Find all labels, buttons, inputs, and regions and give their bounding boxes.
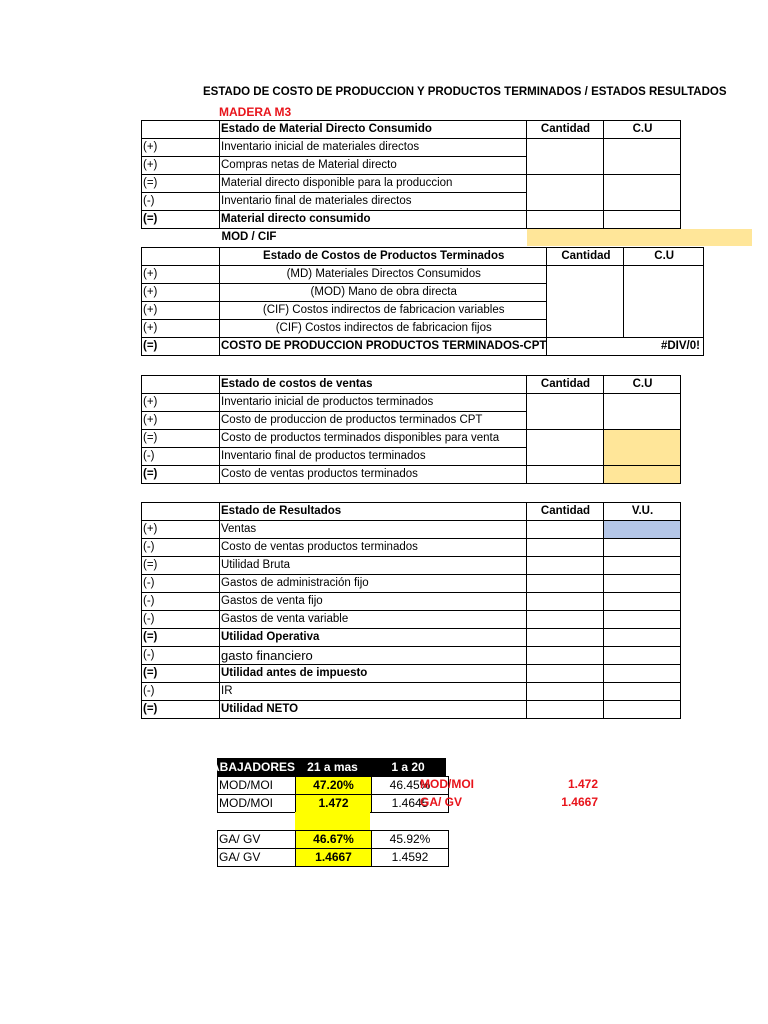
sign-cell[interactable]: (-)	[142, 593, 220, 611]
table-row	[142, 412, 681, 430]
sign-cell[interactable]: (-)	[142, 539, 220, 557]
cell[interactable]	[527, 629, 604, 647]
trabajadores-header	[194, 758, 446, 776]
cell[interactable]	[604, 665, 681, 683]
table-row	[142, 229, 681, 247]
table-row	[142, 593, 681, 611]
table-row	[142, 193, 681, 211]
sign-cell[interactable]: (+)	[142, 266, 220, 284]
col-header-cantidad[interactable]: Cantidad	[527, 503, 604, 521]
sign-cell[interactable]: (-)	[142, 448, 220, 466]
cell[interactable]	[527, 193, 604, 211]
cell[interactable]	[527, 211, 604, 229]
desc-cell[interactable]: Inventario final de productos terminados	[220, 448, 527, 466]
side-label-mod-moi[interactable]: MOD/MOI	[420, 777, 474, 791]
cell[interactable]	[604, 557, 681, 575]
side-label-ga-gv[interactable]: GA/ GV	[420, 795, 463, 809]
sign-cell[interactable]: (-)	[142, 683, 220, 701]
highlight-cell[interactable]	[604, 448, 681, 466]
header-21-a-mas[interactable]: 21 a mas	[307, 760, 358, 774]
sign-cell[interactable]: (+)	[142, 521, 220, 539]
cell[interactable]	[604, 629, 681, 647]
cell[interactable]	[527, 394, 604, 412]
label-cell[interactable]: MOD/MOI	[218, 777, 296, 795]
table-row	[142, 611, 681, 629]
col-header-cantidad[interactable]: Cantidad	[547, 248, 624, 266]
desc-cell[interactable]: gasto financiero	[220, 647, 527, 665]
desc-cell[interactable]: Costo de ventas productos terminados	[220, 539, 527, 557]
table-row	[142, 157, 681, 175]
cell[interactable]	[604, 139, 681, 157]
value-cell-highlight[interactable]: 1.472	[296, 795, 372, 813]
cell[interactable]	[527, 521, 604, 539]
desc-cell[interactable]: COSTO DE PRODUCCION PRODUCTOS TERMINADOS-CPT	[220, 338, 547, 356]
cell[interactable]	[142, 248, 220, 266]
cell[interactable]	[527, 466, 604, 484]
table-material-directo	[141, 120, 681, 246]
table-row	[218, 831, 449, 849]
section-header[interactable]: Estado de Resultados	[220, 503, 527, 521]
cell[interactable]	[624, 266, 704, 284]
sign-cell[interactable]: (=)	[142, 665, 220, 683]
col-header-cu[interactable]: C.U	[604, 121, 681, 139]
sign-cell[interactable]: (=)	[142, 211, 220, 229]
side-value-ga-gv[interactable]: 1.4667	[561, 795, 598, 809]
col-header-vu[interactable]: V.U.	[604, 503, 681, 521]
desc-cell[interactable]: IR	[220, 683, 527, 701]
cell[interactable]	[604, 647, 681, 665]
cell[interactable]	[547, 284, 624, 302]
page-title: ESTADO DE COSTO DE PRODUCCION Y PRODUCTOS TERMINADOS / ESTADOS RESULTADOS	[203, 86, 727, 98]
label-cell[interactable]: MOD/MOI	[218, 795, 296, 813]
value-cell-highlight[interactable]: 1.4667	[296, 849, 372, 867]
table-trabajadores	[217, 776, 449, 813]
desc-cell[interactable]: Inventario inicial de productos terminados	[220, 394, 527, 412]
desc-cell[interactable]: Inventario final de materiales directos	[220, 193, 527, 211]
label-cell[interactable]: GA/ GV	[218, 831, 296, 849]
desc-cell[interactable]: Compras netas de Material directo	[220, 157, 527, 175]
cell[interactable]	[604, 175, 681, 193]
desc-cell[interactable]: Utilidad Bruta	[220, 557, 527, 575]
highlight-cell	[677, 229, 752, 246]
col-header-cantidad[interactable]: Cantidad	[527, 376, 604, 394]
desc-cell[interactable]: Utilidad antes de impuesto	[220, 665, 527, 683]
table-row	[218, 849, 449, 867]
cell[interactable]	[604, 157, 681, 175]
sign-cell[interactable]: (-)	[142, 647, 220, 665]
table-header-row	[142, 503, 681, 521]
table-row	[142, 394, 681, 412]
cell[interactable]	[527, 139, 604, 157]
desc-cell[interactable]: Costo de productos terminados disponibles para venta	[220, 430, 527, 448]
highlight-cell	[295, 812, 370, 830]
table-estado-resultados	[141, 502, 681, 719]
table-row-total	[142, 466, 681, 484]
cell[interactable]	[624, 320, 704, 338]
sign-cell[interactable]: (+)	[142, 394, 220, 412]
table-row	[142, 539, 681, 557]
sign-cell[interactable]: (+)	[142, 157, 220, 175]
desc-cell[interactable]: Material directo disponible para la produccion	[220, 175, 527, 193]
value-cell[interactable]: 1.4592	[372, 849, 449, 867]
table-row	[218, 777, 449, 795]
sign-cell[interactable]: (+)	[142, 412, 220, 430]
cell[interactable]	[604, 701, 681, 719]
value-cell-highlight[interactable]: 46.67%	[296, 831, 372, 849]
section-header[interactable]: Estado de costos de ventas	[220, 376, 527, 394]
sign-cell[interactable]: (=)	[142, 338, 220, 356]
table-row	[142, 521, 681, 539]
desc-cell[interactable]: Gastos de venta variable	[220, 611, 527, 629]
table-header-row	[142, 376, 681, 394]
cell[interactable]	[527, 701, 604, 719]
side-value-mod-moi[interactable]: 1.472	[567, 777, 598, 791]
highlight-cell[interactable]	[527, 229, 604, 247]
cell[interactable]	[527, 647, 604, 665]
subtitle: MADERA M3	[219, 105, 292, 119]
col-header-cu[interactable]: C.U	[604, 376, 681, 394]
sign-cell[interactable]: (=)	[142, 175, 220, 193]
desc-cell[interactable]: Gastos de administración fijo	[220, 575, 527, 593]
header-1-a-20[interactable]: 1 a 20	[391, 760, 425, 774]
table-row-total	[142, 701, 681, 719]
cell[interactable]	[604, 211, 681, 229]
desc-cell[interactable]: Costo de ventas productos terminados	[220, 466, 527, 484]
sign-cell[interactable]: (+)	[142, 320, 220, 338]
cell[interactable]	[604, 539, 681, 557]
header-trabajadores[interactable]: TRABAJADORES	[194, 760, 295, 774]
cell[interactable]	[527, 157, 604, 175]
col-header-cantidad[interactable]: Cantidad	[527, 121, 604, 139]
cell[interactable]	[604, 593, 681, 611]
label-cell[interactable]: GA/ GV	[218, 849, 296, 867]
cell[interactable]	[527, 683, 604, 701]
table-header-row	[142, 121, 681, 139]
sign-cell[interactable]: (-)	[142, 575, 220, 593]
cell[interactable]	[624, 302, 704, 320]
cell[interactable]	[527, 557, 604, 575]
table-row	[142, 647, 681, 665]
table-row	[142, 284, 704, 302]
sign-cell[interactable]: (=)	[142, 557, 220, 575]
table-row-total	[142, 211, 681, 229]
table-row-total	[142, 629, 681, 647]
table-row-total	[142, 338, 704, 356]
sign-cell[interactable]: (-)	[142, 611, 220, 629]
cell[interactable]	[527, 412, 604, 430]
highlight-cell[interactable]	[604, 430, 681, 448]
cell[interactable]	[527, 575, 604, 593]
table-row	[142, 430, 681, 448]
desc-cell[interactable]: Inventario inicial de materiales directos	[220, 139, 527, 157]
cell[interactable]	[624, 284, 704, 302]
table-costos-ventas	[141, 375, 681, 484]
sign-cell[interactable]: (+)	[142, 139, 220, 157]
cell[interactable]	[547, 266, 624, 284]
sign-cell[interactable]: (=)	[142, 430, 220, 448]
desc-cell[interactable]: (CIF) Costos indirectos de fabricacion variables	[220, 302, 547, 320]
sign-cell[interactable]: (+)	[142, 302, 220, 320]
desc-cell[interactable]: (CIF) Costos indirectos de fabricacion fijos	[220, 320, 547, 338]
table-header-row	[142, 248, 704, 266]
table-row	[142, 683, 681, 701]
table-row	[142, 302, 704, 320]
cell[interactable]	[527, 175, 604, 193]
highlight-cell[interactable]	[604, 466, 681, 484]
desc-cell[interactable]: Utilidad NETO	[220, 701, 527, 719]
sign-cell[interactable]: (=)	[142, 466, 220, 484]
table-row	[218, 795, 449, 813]
desc-cell[interactable]: Utilidad Operativa	[220, 629, 527, 647]
cell[interactable]	[527, 430, 604, 448]
cell[interactable]	[547, 320, 624, 338]
table-costos-productos-terminados	[141, 247, 704, 356]
value-cell-highlight[interactable]: 47.20%	[296, 777, 372, 795]
cpt-value-cell[interactable]: #DIV/0!	[624, 338, 704, 356]
desc-cell[interactable]: (MD) Materiales Directos Consumidos	[220, 266, 547, 284]
cell[interactable]	[604, 193, 681, 211]
desc-cell[interactable]: (MOD) Mano de obra directa	[220, 284, 547, 302]
table-row-total	[142, 665, 681, 683]
cell[interactable]	[527, 611, 604, 629]
table-row	[142, 175, 681, 193]
sign-cell[interactable]: (=)	[142, 701, 220, 719]
desc-cell[interactable]: Gastos de venta fijo	[220, 593, 527, 611]
cell[interactable]	[142, 121, 220, 139]
mod-cif-label[interactable]: MOD / CIF	[221, 231, 277, 243]
section-header[interactable]: Estado de Material Directo Consumido	[220, 121, 527, 139]
cell[interactable]	[604, 611, 681, 629]
value-cell[interactable]: 1.4645	[372, 795, 449, 813]
table-ga-gv	[217, 830, 449, 867]
cell[interactable]	[527, 448, 604, 466]
desc-cell[interactable]: Material directo consumido	[220, 211, 527, 229]
table-row	[142, 557, 681, 575]
cell[interactable]	[547, 338, 624, 356]
desc-cell[interactable]: Ventas	[220, 521, 527, 539]
table-row	[142, 320, 704, 338]
highlight-cell[interactable]	[604, 229, 681, 247]
cell[interactable]	[604, 683, 681, 701]
table-row	[142, 448, 681, 466]
sign-cell[interactable]: (-)	[142, 193, 220, 211]
cell[interactable]	[142, 229, 220, 247]
cell[interactable]	[604, 575, 681, 593]
col-header-cu[interactable]: C.U	[624, 248, 704, 266]
cell[interactable]	[527, 539, 604, 557]
value-cell[interactable]: 46.45%	[372, 777, 449, 795]
desc-cell[interactable]: Costo de produccion de productos terminados CPT	[220, 412, 527, 430]
table-row	[142, 266, 704, 284]
cell[interactable]	[604, 394, 681, 412]
sign-cell[interactable]: (=)	[142, 629, 220, 647]
sign-cell[interactable]: (+)	[142, 284, 220, 302]
section-header[interactable]: Estado de Costos de Productos Terminados	[220, 248, 547, 266]
cell[interactable]	[142, 376, 220, 394]
table-row	[142, 575, 681, 593]
cell[interactable]	[142, 503, 220, 521]
cell[interactable]	[527, 593, 604, 611]
cell[interactable]	[547, 302, 624, 320]
value-cell[interactable]: 45.92%	[372, 831, 449, 849]
cell[interactable]	[604, 412, 681, 430]
highlight-cell[interactable]	[604, 521, 681, 539]
table-row	[142, 139, 681, 157]
cell[interactable]	[527, 665, 604, 683]
